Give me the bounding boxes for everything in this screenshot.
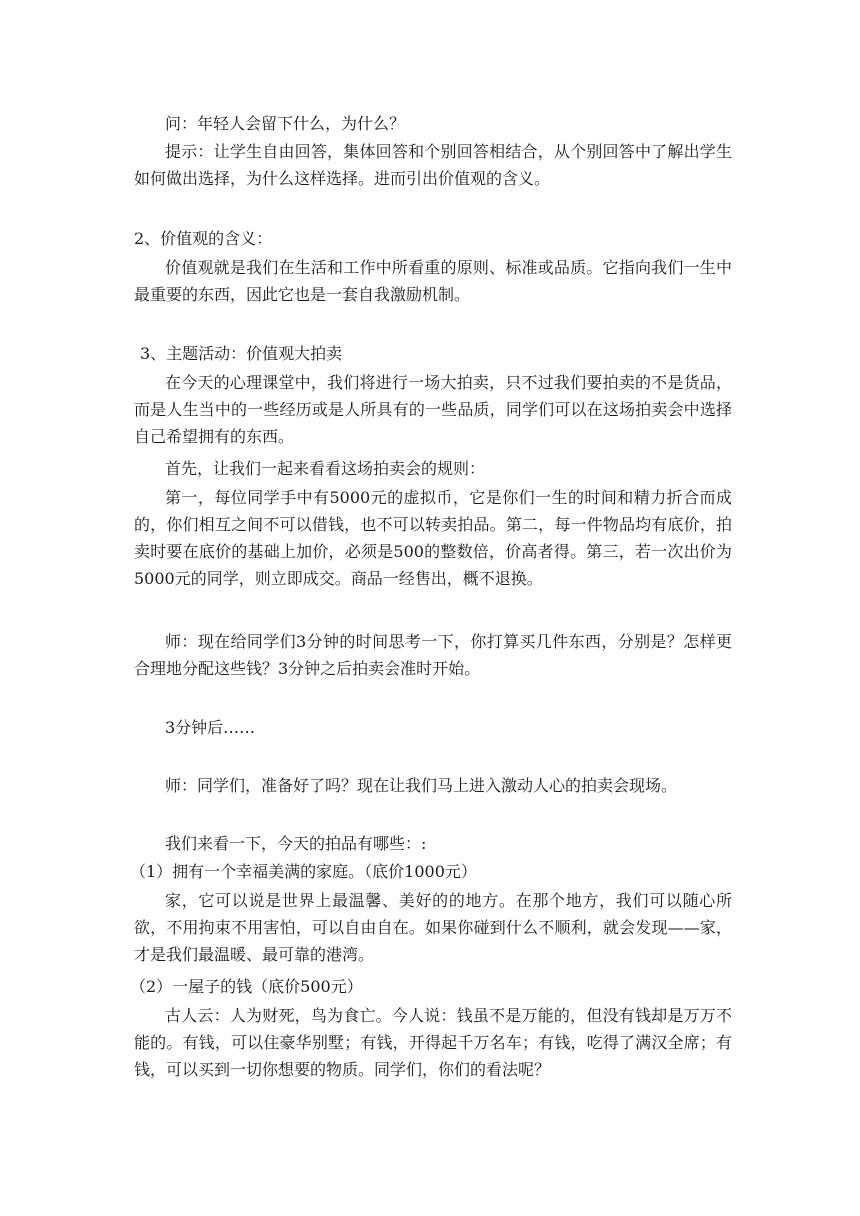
teacher-start-paragraph: 师：同学们，准备好了吗？现在让我们马上进入激动人心的拍卖会现场。 [165, 776, 678, 795]
item-2-description: 古人云：人为财死，鸟为食亡。今人说：钱虽不是万能的，但没有钱却是万万不能的。有钱，可以住豪华别墅；有钱，开得起千万名车；有钱，吃得了满汉全席；有钱，可以买到一切你想要的物质。同学们，你们的看法呢？ [134, 1006, 732, 1079]
section-heading-3: 3、主题活动：价值观大拍卖 [140, 344, 343, 363]
item-2-title: （2）一屋子的钱（底价500元） [130, 977, 363, 996]
auction-intro-paragraph: 在今天的心理课堂中，我们将进行一场大拍卖，只不过我们要拍卖的不是货品，而是人生当中的一些经历或是人所具有的一些品质，同学们可以在这场拍卖会中选择自己希望拥有的东西。 [134, 373, 732, 446]
rules-paragraph: 第一，每位同学手中有5000元的虚拟币，它是你们一生的时间和精力折合而成的，你们相互之间不可以借钱，也不可以转卖拍品。第二，每一件物品均有底价，拍卖时要在底价的基础上加价，必须是500的整数倍，价高者得。第三，若一次出价为5000元的同学，则立即成交。商品一经售出，概不退换。 [134, 488, 732, 588]
definition-paragraph: 价值观就是我们在生活和工作中所看重的原则、标准或品质。它指向我们一生中最重要的东西，因此它也是一套自我激励机制。 [134, 258, 732, 304]
teacher-instruction-paragraph: 师：现在给同学们3分钟的时间思考一下，你打算买几件东西，分别是？怎样更合理地分配这些钱？3分钟之后拍卖会准时开始。 [134, 632, 732, 678]
rules-lead-paragraph: 首先，让我们一起来看看这场拍卖会的规则： [165, 459, 486, 478]
question-paragraph: 问：年轻人会留下什么，为什么？ [165, 114, 406, 133]
item-1-description: 家，它可以说是世界上最温馨、美好的的地方。在那个地方，我们可以随心所欲，不用拘束不用害怕，可以自由自在。如果你碰到什么不顺利，就会发现——家，才是我们最温暖、最可靠的港湾。 [134, 891, 732, 964]
hint-paragraph: 提示：让学生自由回答，集体回答和个别回答相结合，从个别回答中了解出学生如何做出选择，为什么这样选择。进而引出价值观的含义。 [134, 142, 732, 188]
time-passed-paragraph: 3分钟后…… [165, 718, 256, 737]
section-heading-2: 2、价值观的含义： [134, 229, 273, 248]
items-lead-paragraph: 我们来看一下，今天的拍品有哪些：: [165, 834, 427, 853]
item-1-title: （1）拥有一个幸福美满的家庭。（底价1000元） [130, 862, 477, 881]
